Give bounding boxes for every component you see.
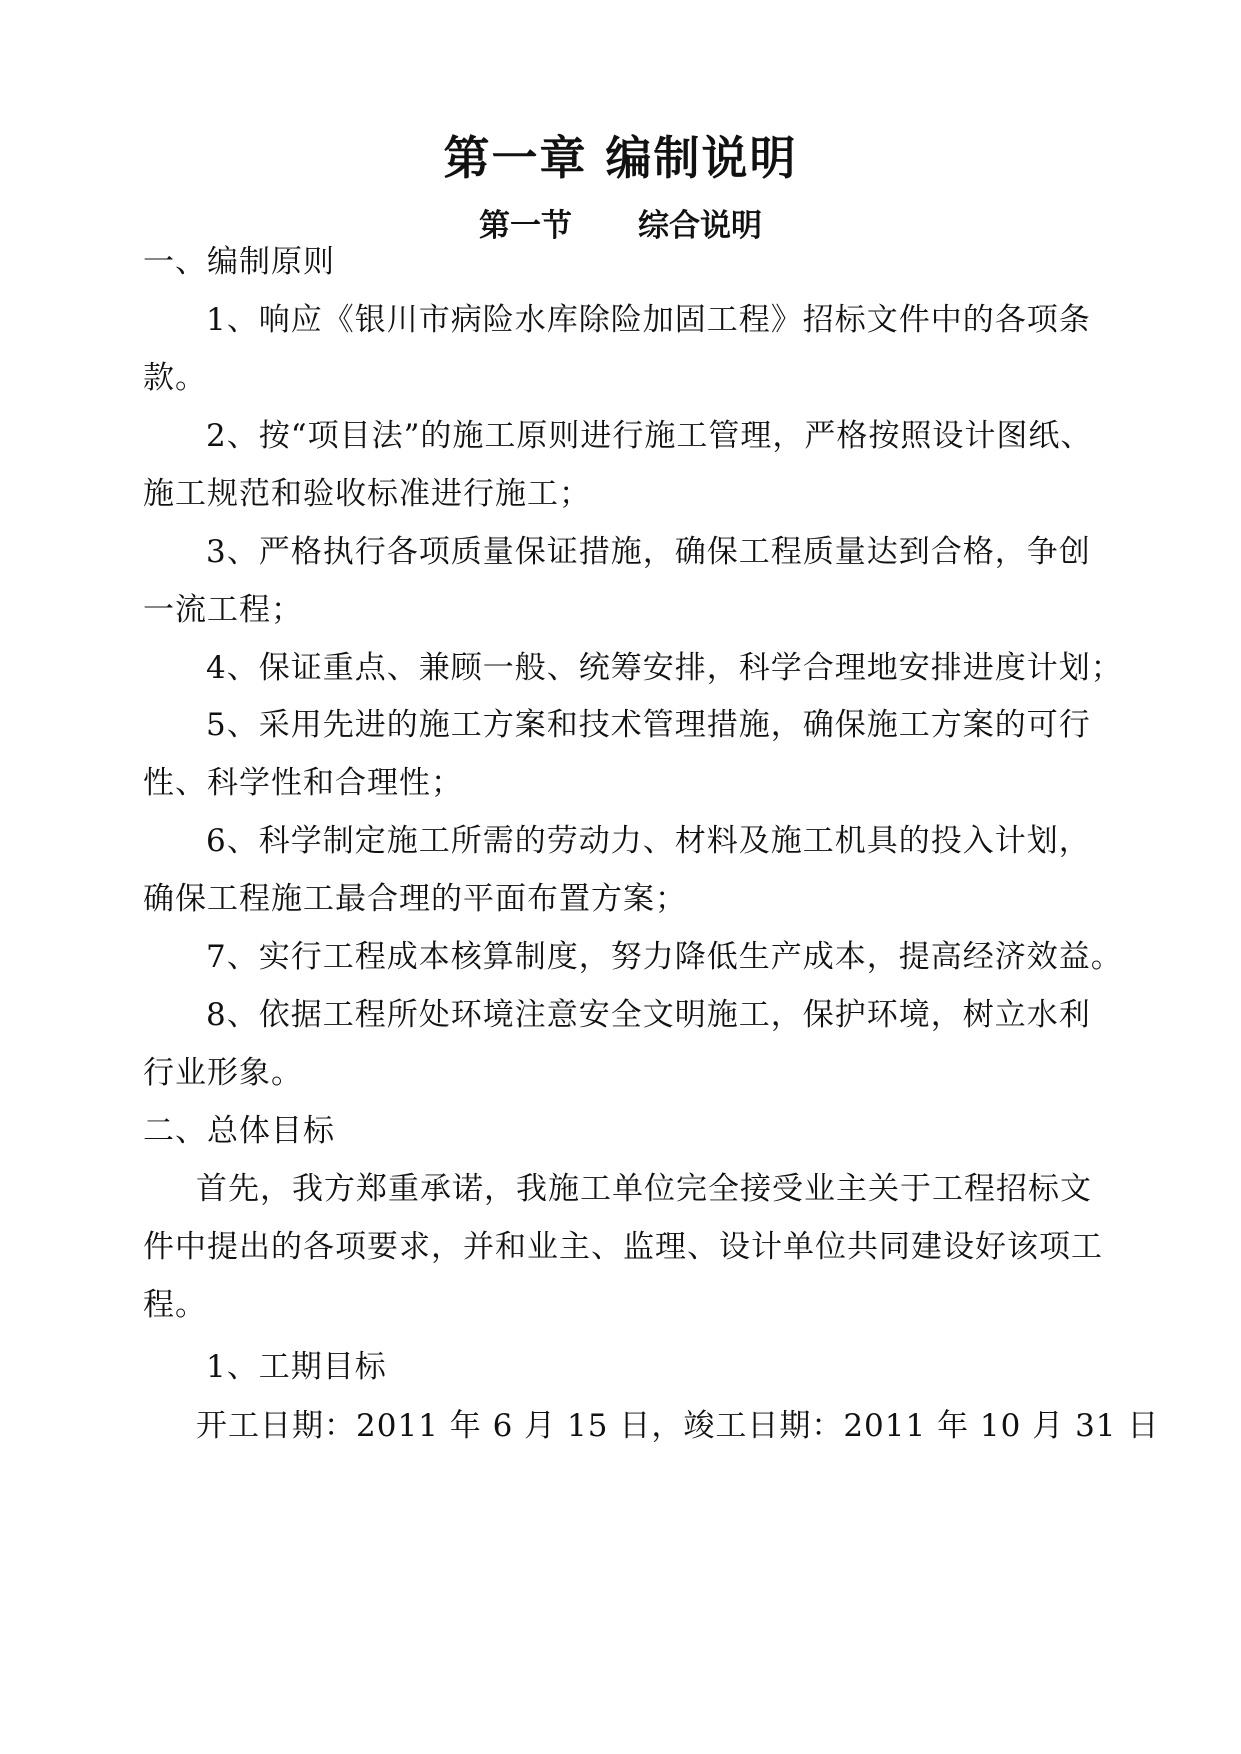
paragraph-line: 7、实行工程成本核算制度，努力降低生产成本，提高经济效益。: [206, 939, 1123, 975]
paragraph-line: 首先，我方郑重承诺，我施工单位完全接受业主关于工程招标文: [196, 1171, 1092, 1207]
paragraph-line: 5、采用先进的施工方案和技术管理措施，确保施工方案的可行: [206, 707, 1091, 743]
chapter-title: 第一章 编制说明: [443, 131, 798, 185]
section-number: 第一节: [479, 208, 572, 244]
paragraph-line: 8、依据工程所处环境注意安全文明施工，保护环境，树立水利: [206, 997, 1091, 1033]
paragraph-line: 一流工程；: [143, 592, 303, 628]
paragraph-line: 1、响应《银川市病险水库除险加固工程》招标文件中的各项条: [206, 302, 1091, 338]
paragraph-line: 行业形象。: [143, 1055, 303, 1091]
paragraph-line: 3、严格执行各项质量保证措施，确保工程质量达到合格，争创: [206, 534, 1091, 570]
paragraph-line: 2、按“项目法”的施工原则进行施工管理，严格按照设计图纸、: [206, 418, 1093, 454]
paragraph-line: 程。: [143, 1287, 207, 1323]
part2-heading: 二、总体目标: [143, 1113, 335, 1149]
paragraph-line: 4、保证重点、兼顾一般、统筹安排，科学合理地安排进度计划；: [206, 650, 1123, 686]
paragraph-line: 件中提出的各项要求，并和业主、监理、设计单位共同建设好该项工: [143, 1229, 1103, 1265]
schedule-dates: 开工日期：2011 年 6 月 15 日，竣工日期：2011 年 10 月 31 日: [196, 1408, 1160, 1444]
paragraph-line: 施工规范和验收标准进行施工；: [143, 476, 591, 512]
paragraph-line: 确保工程施工最合理的平面布置方案；: [143, 881, 687, 917]
paragraph-line: 性、科学性和合理性；: [143, 765, 463, 801]
part2-subheading: 1、工期目标: [206, 1349, 387, 1385]
paragraph-line: 款。: [143, 360, 207, 396]
section-name: 综合说明: [638, 208, 762, 244]
part1-heading: 一、编制原则: [143, 244, 335, 280]
paragraph-line: 6、科学制定施工所需的劳动力、材料及施工机具的投入计划，: [206, 823, 1091, 859]
